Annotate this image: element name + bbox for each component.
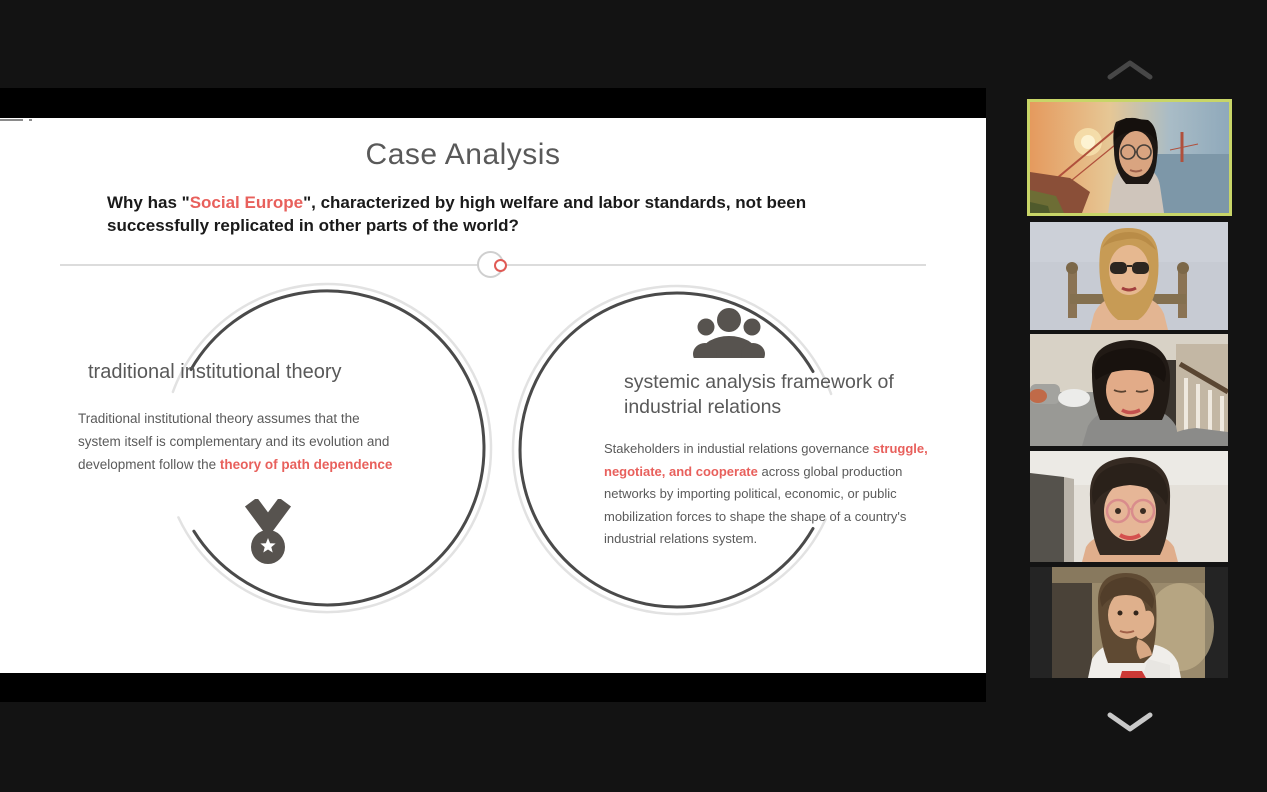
participant-video-1[interactable] bbox=[1027, 99, 1232, 216]
chevron-down-icon[interactable] bbox=[1107, 711, 1153, 733]
chevron-up-icon[interactable] bbox=[1107, 59, 1153, 81]
participant-4-video-frame bbox=[1030, 451, 1228, 562]
participant-video-4[interactable] bbox=[1030, 451, 1228, 562]
slide-title: Case Analysis bbox=[365, 138, 561, 171]
right-body-post: across global production networks by importing political, economic, or public mobilization forces to shape the shape of a country's industrial relations system. bbox=[604, 463, 907, 546]
letterbox-bottom bbox=[0, 673, 986, 702]
right-column-body bbox=[604, 438, 936, 551]
participant-1-video-frame bbox=[1030, 102, 1229, 213]
left-body-text: Traditional institutional theory assumes that the system itself is complementary and its evolution and development follow the bbox=[78, 411, 390, 472]
divider-red-circle-icon bbox=[494, 259, 507, 272]
slide-progress-dash bbox=[0, 119, 23, 121]
question-pre: Why has " bbox=[107, 193, 190, 212]
participant-2-video-frame bbox=[1030, 222, 1228, 330]
letterbox-top bbox=[0, 88, 986, 118]
participant-3-video-frame bbox=[1030, 334, 1228, 446]
participant-video-5[interactable] bbox=[1030, 567, 1228, 678]
shared-screen bbox=[0, 88, 986, 702]
presentation-slide bbox=[0, 118, 986, 673]
slide-progress-dot bbox=[29, 119, 32, 121]
question-post: ", characterized by high welfare and labor standards, not been successfully replicated in other parts of the world? bbox=[107, 193, 807, 235]
left-body-highlight: theory of path dependence bbox=[219, 457, 393, 472]
right-body-highlight: struggle, negotiate, and cooperate bbox=[604, 441, 928, 479]
question-highlight: Social Europe bbox=[189, 193, 304, 212]
people-group-icon bbox=[693, 306, 765, 358]
left-column-body bbox=[78, 407, 396, 476]
participant-video-3[interactable] bbox=[1030, 334, 1228, 446]
medal-icon bbox=[238, 499, 298, 569]
left-column-heading: traditional institutional theory bbox=[88, 361, 342, 383]
participant-5-video-frame bbox=[1030, 567, 1228, 678]
participant-video-2[interactable] bbox=[1030, 222, 1228, 330]
slide-question bbox=[107, 191, 865, 237]
right-column-heading: systemic analysis framework of industrial relations bbox=[624, 371, 894, 418]
right-body-pre: Stakeholders in industial relations governance bbox=[604, 441, 873, 456]
